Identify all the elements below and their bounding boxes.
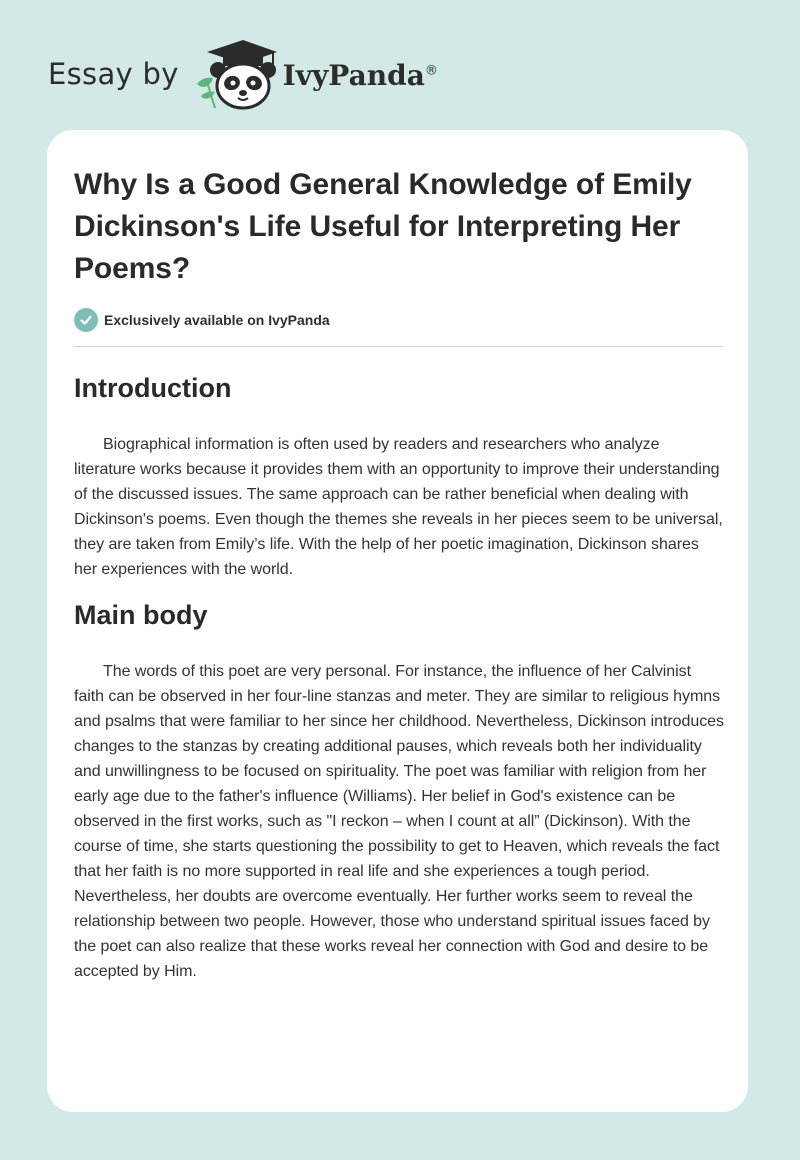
exclusive-badge [74, 308, 724, 332]
article-card [47, 130, 748, 1112]
divider [74, 346, 723, 347]
article-title: Why Is a Good General Knowledge of Emily Dickinson's Life Useful for Interpreting Her Poems? [74, 168, 692, 285]
brand-header[interactable] [48, 38, 438, 110]
badge-text: Exclusively available on IvyPanda [104, 312, 330, 328]
section-paragraph-introduction: Biographical information is often used by readers and researchers who analyze literature works because it provides them with an opportunity to improve their understanding of the discussed issues. The same approach can be rather beneficial when dealing with Dickinson's poems. Even though the themes she reveals in her pieces seem to be universal, they are taken from Emily’s life. With the help of her poetic imagination, Dickinson shares her experiences with the world. [74, 436, 723, 578]
brand-name: IvyPanda® [282, 58, 438, 92]
check-circle-icon [74, 308, 98, 332]
brand-prefix: Essay by [48, 57, 179, 91]
panda-graduate-icon [193, 38, 279, 110]
article-content [74, 164, 724, 984]
section-heading-introduction: Introduction [74, 373, 232, 403]
section-heading-main-body: Main body [74, 600, 208, 630]
section-paragraph-main-body: The words of this poet are very personal. For instance, the influence of her Calvinist faith can be observed in her four-line stanzas and meter. They are similar to religious hymns and psalms that were familiar to her since her childhood. Nevertheless, Dickinson introduces changes to the stanzas by creating additional pauses, which reveals both her individuality and unwillingness to be focused on spirituality. The poet was familiar with religion from her early age due to the father's influence (Williams). Her belief in God's existence can be observed in the first works, such as "I reckon – when I count at all” (Dickinson). With the course of time, she starts questioning the possibility to get to Heaven, which reveals the fact that her faith is no more supported in real life and she experiences a tough period. Nevertheless, her doubts are overcome eventually. Her further works seem to reveal the relationship between two people. However, those who understand spiritual issues faced by the poet can also realize that these works reveal her connection with God and desire to be accepted by Him. [74, 663, 724, 980]
